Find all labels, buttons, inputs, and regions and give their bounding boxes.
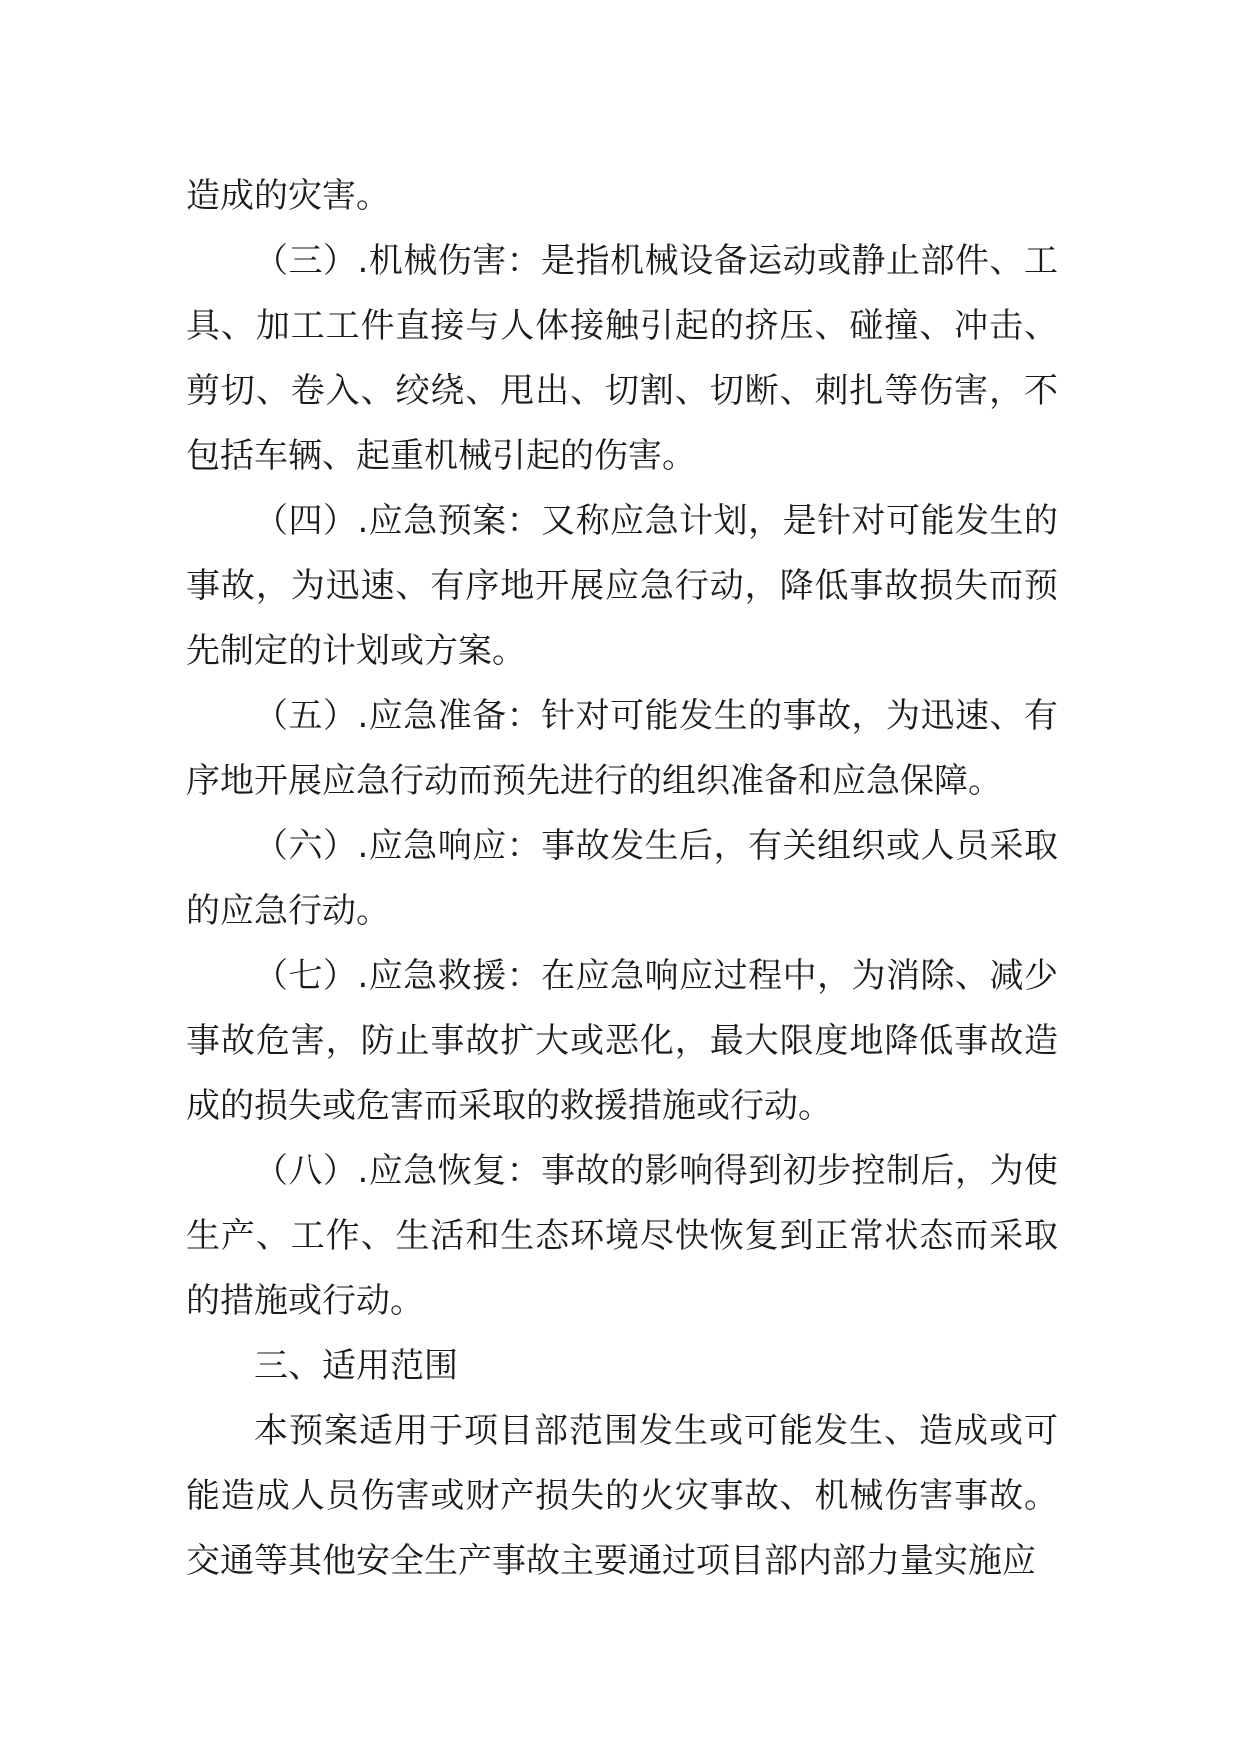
paragraph-scope: 本预案适用于项目部范围发生或可能发生、造成或可能造成人员伤害或财产损失的火灾事故、机械伤害事故。交通等其他安全生产事故主要通过项目部内部力量实施应	[186, 1411, 1058, 1581]
paragraph-emergency-response: （六）.应急响应：事故发生后，有关组织或人员采取的应急行动。	[186, 826, 1058, 931]
paragraph-emergency-recovery: （八）.应急恢复：事故的影响得到初步控制后，为使生产、工作、生活和生态环境尽快恢复到正常状态而采取的措施或行动。	[186, 1151, 1058, 1321]
paragraph-continuation: 造成的灾害。	[186, 176, 390, 216]
paragraph-emergency-rescue: （七）.应急救援：在应急响应过程中，为消除、减少事故危害，防止事故扩大或恶化，最大限度地降低事故造成的损失或危害而采取的救援措施或行动。	[186, 956, 1058, 1126]
paragraph-emergency-preparation: （五）.应急准备：针对可能发生的事故，为迅速、有序地开展应急行动而预先进行的组织准备和应急保障。	[186, 696, 1058, 801]
paragraph-mechanical-injury: （三）.机械伤害：是指机械设备运动或静止部件、工具、加工工件直接与人体接触引起的挤压、碰撞、冲击、剪切、卷入、绞绕、甩出、切割、切断、刺扎等伤害，不包括车辆、起重机械引起的伤害。	[186, 241, 1058, 476]
document-body	[186, 164, 1058, 1594]
section-heading-scope: 三、适用范围	[254, 1346, 458, 1386]
paragraph-emergency-plan: （四）.应急预案：又称应急计划，是针对可能发生的事故，为迅速、有序地开展应急行动，降低事故损失而预先制定的计划或方案。	[186, 501, 1058, 671]
